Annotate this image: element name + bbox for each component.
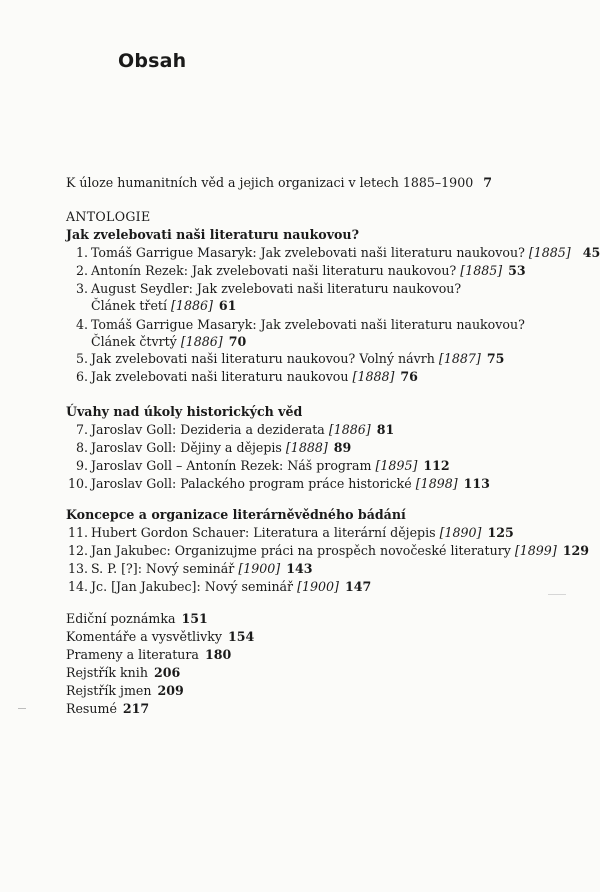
entry-year: [1885] <box>528 245 571 260</box>
entry-page: 209 <box>157 683 184 698</box>
entry-subtitle: Článek čtvrtý <box>91 334 177 349</box>
entry-number: 9. <box>75 458 88 473</box>
entry-number: 3. <box>75 281 88 296</box>
section-label: ANTOLOGIE <box>66 209 151 224</box>
entry-title: Ediční poznámka <box>66 611 176 626</box>
entry-page: 81 <box>376 422 395 437</box>
entry-title: Jaroslav Goll: Dějiny a dějepis <box>91 440 282 455</box>
entry-year: [1890] <box>439 525 482 540</box>
toc-entry <box>66 244 600 262</box>
entry-title: Hubert Gordon Schauer: Literatura a literární dějepis <box>91 525 436 540</box>
entry-page: 75 <box>486 351 505 366</box>
entry-number: 4. <box>75 317 88 332</box>
entry-page: 113 <box>463 476 490 491</box>
entry-title: Rejstřík jmen <box>66 683 152 698</box>
section-title: Úvahy nad úkoly historických věd <box>66 404 303 419</box>
entry-title: August Seydler: Jak zvelebovati naši literaturu naukovou? <box>91 281 462 296</box>
back-matter-entry <box>66 664 180 682</box>
entry-subtitle: Článek třetí <box>91 298 167 313</box>
toc-entry <box>66 350 504 368</box>
entry-title: S. P. [?]: Nový seminář <box>91 561 235 576</box>
toc-entry <box>66 368 418 386</box>
entry-title: Tomáš Garrigue Masaryk: Jak zvelebovati naši literaturu naukovou? <box>91 245 525 260</box>
toc-entry <box>66 524 514 542</box>
entry-number: 14. <box>67 579 88 594</box>
entry-number: 10. <box>67 476 88 491</box>
toc-entry <box>66 439 351 457</box>
entry-number: 11. <box>67 525 88 540</box>
entry-page: 45 <box>582 245 600 260</box>
toc-entry <box>66 262 526 280</box>
entry-title: Jc. [Jan Jakubec]: Nový seminář <box>91 579 294 594</box>
intro-entry <box>66 174 492 192</box>
back-matter-entry <box>66 646 231 664</box>
entry-number: 12. <box>67 543 88 558</box>
entry-page: 147 <box>344 579 372 594</box>
entry-title: Tomáš Garrigue Masaryk: Jak zvelebovati naši literaturu naukovou? <box>91 317 525 332</box>
entry-year: [1888] <box>285 440 328 455</box>
toc-entry-continuation <box>66 297 236 315</box>
entry-page: 151 <box>181 611 208 626</box>
toc-entry <box>66 421 394 439</box>
margin-mark <box>548 594 566 595</box>
entry-title: Resumé <box>66 701 117 716</box>
entry-number: 6. <box>75 369 88 384</box>
entry-title: Antonín Rezek: Jak zvelebovati naši literaturu naukovou? <box>91 263 457 278</box>
entry-page: 180 <box>204 647 232 662</box>
back-matter-entry <box>66 610 208 628</box>
entry-page: 154 <box>227 629 255 644</box>
entry-page: 206 <box>153 665 181 680</box>
entry-year: [1887] <box>438 351 481 366</box>
toc-entry <box>66 560 313 578</box>
entry-year: [1888] <box>352 369 395 384</box>
section-title: Jak zvelebovati naši literaturu naukovou? <box>66 227 359 242</box>
entry-number: 5. <box>75 351 88 366</box>
entry-year: [1895] <box>375 458 418 473</box>
toc-entry <box>66 457 450 475</box>
entry-title: Rejstřík knih <box>66 665 148 680</box>
entry-year: [1886] <box>328 422 371 437</box>
entry-year: [1900] <box>297 579 339 594</box>
entry-year: [1886] <box>180 334 223 349</box>
toc-entry <box>66 542 589 560</box>
entry-page: 217 <box>122 701 150 716</box>
toc-entry <box>66 475 490 493</box>
entry-number: 8. <box>75 440 88 455</box>
entry-title: Jak zvelebovati naši literaturu naukovou <box>91 369 349 384</box>
section-title: Koncepce a organizace literárněvědného bádání <box>66 507 406 522</box>
margin-mark <box>18 708 26 709</box>
toc-entry <box>66 280 461 298</box>
entry-page: 89 <box>333 440 352 455</box>
entry-number: 1. <box>75 245 88 260</box>
entry-title: Jan Jakubec: Organizujme práci na prospěch novočeské literatury <box>91 543 511 558</box>
entry-page: 125 <box>487 525 514 540</box>
entry-number: 13. <box>67 561 88 576</box>
entry-page: 70 <box>228 334 247 349</box>
back-matter-entry <box>66 700 149 718</box>
entry-page: 53 <box>508 263 526 278</box>
toc-entry-continuation <box>66 333 246 351</box>
entry-title: Jaroslav Goll: Palackého program práce historické <box>91 476 412 491</box>
entry-title: Jaroslav Goll – Antonín Rezek: Náš program <box>91 458 372 473</box>
entry-year: [1886] <box>171 298 213 313</box>
back-matter-entry <box>66 682 184 700</box>
entry-page: 112 <box>423 458 450 473</box>
entry-year: [1898] <box>415 476 458 491</box>
entry-page: 61 <box>218 298 237 313</box>
entry-year: [1899] <box>514 543 557 558</box>
entry-title: Komentáře a vysvětlivky <box>66 629 222 644</box>
entry-title: Jak zvelebovati naši literaturu naukovou? Volný návrh <box>91 351 435 366</box>
entry-title: K úloze humanitních věd a jejich organizaci v letech 1885–1900 <box>66 175 474 190</box>
entry-number: 2. <box>75 263 88 278</box>
toc-entry <box>66 316 525 334</box>
entry-page: 7 <box>483 175 492 190</box>
entry-number: 7. <box>75 422 88 437</box>
toc-entry <box>66 578 371 596</box>
entry-year: [1900] <box>238 561 281 576</box>
entry-page: 129 <box>562 543 590 558</box>
entry-page: 76 <box>400 369 418 384</box>
entry-page: 143 <box>286 561 313 576</box>
page-title: Obsah <box>118 50 187 72</box>
entry-title: Jaroslav Goll: Dezideria a deziderata <box>91 422 325 437</box>
back-matter-entry <box>66 628 254 646</box>
entry-year: [1885] <box>460 263 503 278</box>
entry-title: Prameny a literatura <box>66 647 199 662</box>
